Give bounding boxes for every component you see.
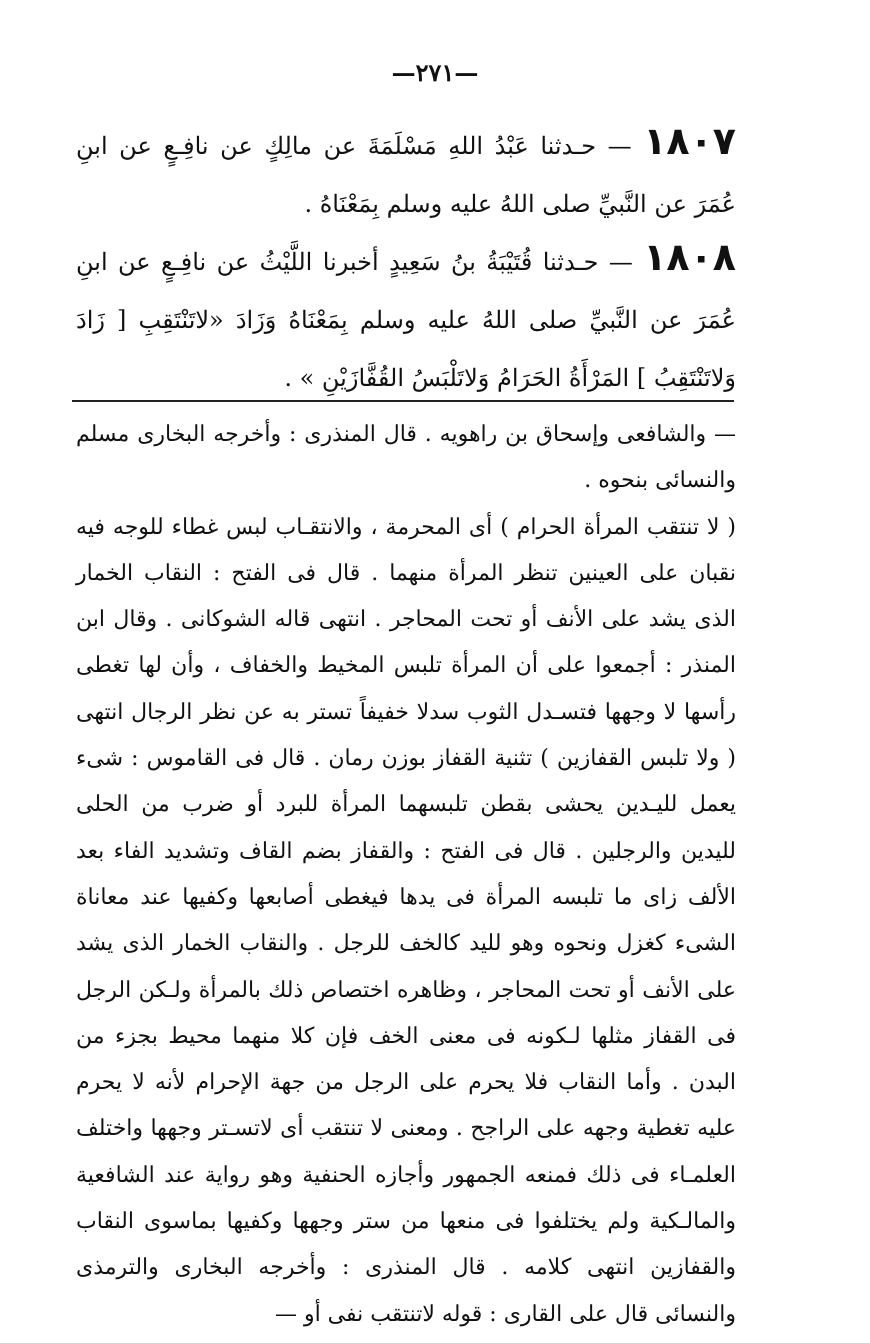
page-number: —٢٧١— [391,58,479,87]
hadith-text: — حـدثنا قُتَيْبَةُ بنُ سَعِيدٍ أخبرنا اللَّيْثُ عن نافِـعٍ عن ابنِ عُمَرَ عن النَّبيِّ صلى اللهُ عليه وسلم بِمَعْنَاهُ وَزَادَ «لاتَنْتَقِبِ [ زَادَ وَلاتَنْتَقِبُ ] المَرْأَةُ الحَرَامُ وَلاتَلْبَسُ القُفَّازَيْنِ » . [76,248,736,392]
commentary-paragraph: — والشافعى وإسحاق بن راهويه . قال المنذرى : وأخرجه البخارى مسلم والنسائى بنحوه . [76,422,736,494]
commentary-paragraph: ( لا تنتقب المرأة الحرام ) أى المحرمة ، والانتقـاب لبس غطاء للوجه فيه نقبان على العينين تنظر المرأة منهما . قال فى الفتح : النقاب الخمار الذى يشد على الأنف أو تحت المحاجر . انتهى قاله الشوكانى . وقال ابن المنذر : أجمعوا على أن المرأة تلبس المخيط والخفاف ، وأن لها تغطى رأسها لا وجهها فتسـدل الثوب سدلا خفيفاً تستر به عن نظر الرجال انتهى ( ولا تلبس القفازين ) تثنية القفاز بوزن رمان . قال فى القاموس : شىء يعمل لليـدين يحشى بقطن تلبسهما المرأة للبرد أو ضرب من الحلى لليدين والرجلين . قال فى الفتح : والقفاز بضم القاف وتشديد الفاء بعد الألف زاى ما تلبسه المرأة فى يدها فيغطى أصابعها وكفيها عند معاناة الشىء كغزل ونحوه وهو لليد كالخف للرجل . والنقاب الخمار الذى يشد على الأنف أو تحت المحاجر ، وظاهره اختصاص ذلك بالمرأة ولـكن الرجل فى القفاز مثلها لـكونه فى معنى الخف فإن كلا منهما محيط بجزء من البدن . وأما النقاب فلا يحرم على الرجل من جهة الإحرام لأنه لا يحرم عليه تغطية وجهه على الراجح . ومعنى لا تنتقب أى لاتسـتر وجهها واختلف العلمـاء فى ذلك فمنعه الجمهور وأجازه الحنفية وهو رواية عند الشافعية والمالـكية ولم يختلفوا فى منعها من ستر وجهها وكفيها بماسوى النقاب والقفازين انتهى كلامه . قال المنذرى : وأخرجه البخارى والترمذى والنسائى قال على القارى : قوله لاتنتقب نفى أو — [76,514,737,1327]
hadith-1808 [76,228,736,407]
footnote-divider [72,400,734,402]
commentary-footnote [76,412,736,1338]
hadith-text: — حـدثنا عَبْدُ اللهِ مَسْلَمَةَ عن مالِكٍ عن نافِـعٍ عن ابنِ عُمَرَ عن النَّبيِّ صلى اللهُ عليه وسلم بِمَعْنَاهُ . [76,132,736,218]
hadith-1807 [76,112,736,233]
hadith-number: ١٨٠٧ [643,119,736,163]
hadith-number: ١٨٠٨ [643,235,736,279]
